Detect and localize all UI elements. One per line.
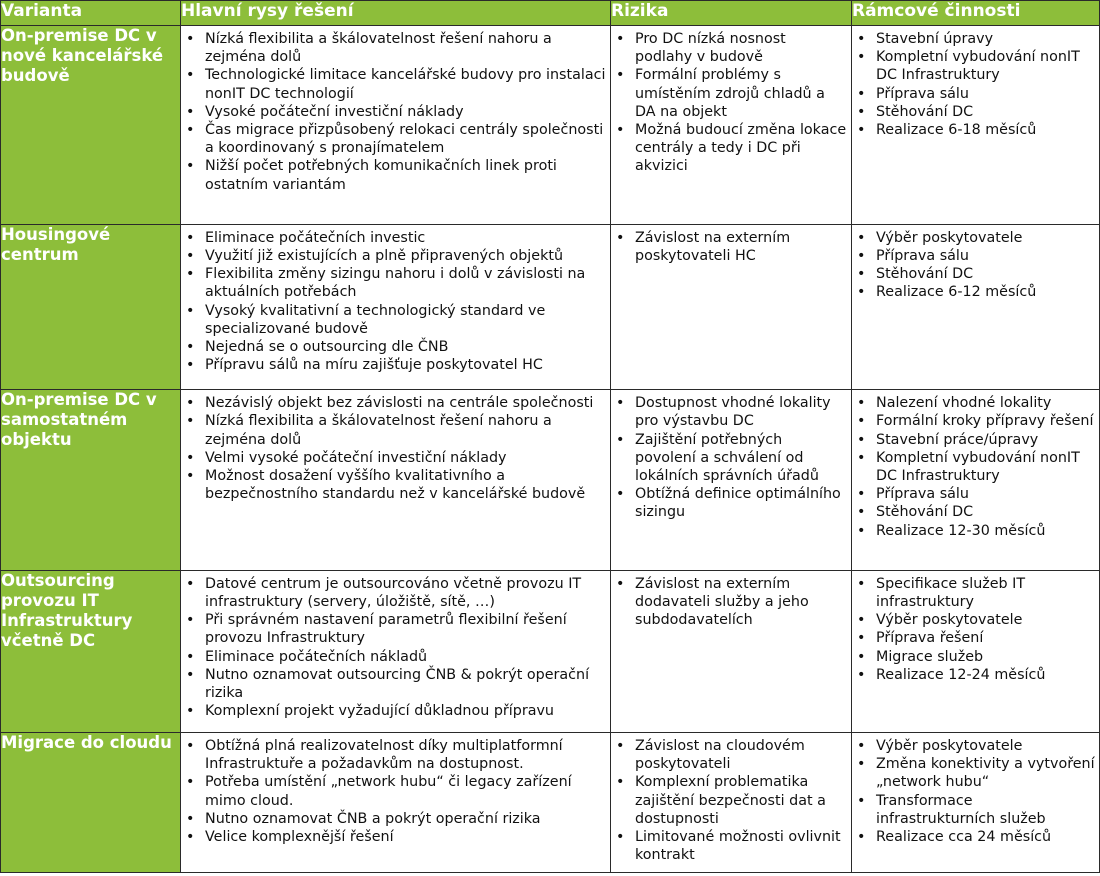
list-item: • Formální kroky přípravy řešení — [852, 412, 1095, 430]
activities-cell — [852, 390, 1100, 571]
bullet-list — [181, 26, 610, 196]
list-item: • Transformace infrastrukturních služeb — [852, 792, 1095, 828]
risks-cell — [611, 390, 852, 571]
list-item: • Potřeba umístění „network hubu“ či legacy zařízení mimo cloud. — [181, 773, 606, 809]
list-item: • Nižší počet potřebných komunikačních linek proti ostatním variantám — [181, 157, 606, 193]
bullet-list — [852, 225, 1099, 304]
list-item: • Čas migrace přizpůsobený relokaci centrály společnosti a koordinovaný s pronajímatelem — [181, 121, 606, 157]
table-row — [1, 570, 1100, 732]
list-item: • Při správném nastavení parametrů flexibilní řešení provozu Infrastruktury — [181, 611, 606, 647]
list-item: • Změna konektivity a vytvoření „network hubu“ — [852, 755, 1095, 791]
list-item: • Eliminace počátečních investic — [181, 229, 606, 247]
header-activities: Rámcové činnosti — [852, 1, 1100, 26]
list-item: • Specifikace služeb IT infrastruktury — [852, 575, 1095, 611]
list-item: • Nejedná se o outsourcing dle ČNB — [181, 338, 606, 356]
activities-cell — [852, 26, 1100, 225]
table-row — [1, 26, 1100, 225]
list-item: • Nutno oznamovat ČNB a pokrýt operační rizika — [181, 810, 606, 828]
list-item: • Realizace cca 24 měsíců — [852, 828, 1095, 846]
bullet-list — [611, 225, 851, 267]
list-item: • Stavební práce/úpravy — [852, 431, 1095, 449]
bullet-list — [852, 26, 1099, 141]
list-item: • Realizace 12-24 měsíců — [852, 666, 1095, 684]
list-item: • Možnost dosažení vyššího kvalitativního a bezpečnostního standardu než v kancelářské budově — [181, 467, 606, 503]
list-item: • Realizace 6-12 měsíců — [852, 283, 1095, 301]
list-item: • Závislost na externím dodavateli služby a jeho subdodavatelích — [611, 575, 847, 630]
list-item: • Závislost na cloudovém poskytovateli — [611, 737, 847, 773]
list-item: • Obtížná definice optimálního sizingu — [611, 485, 847, 521]
list-item: • Nalezení vhodné lokality — [852, 394, 1095, 412]
header-risks: Rizika — [611, 1, 852, 26]
list-item: • Příprava sálu — [852, 85, 1095, 103]
bullet-list — [611, 390, 851, 523]
features-cell — [181, 732, 611, 872]
list-item: • Formální problémy s umístěním zdrojů chladů a DA na objekt — [611, 66, 847, 121]
list-item: • Kompletní vybudování nonIT DC Infrastruktury — [852, 449, 1095, 485]
bullet-list — [852, 571, 1099, 686]
bullet-list — [181, 390, 610, 505]
list-item: • Vysoké počáteční investiční náklady — [181, 103, 606, 121]
list-item: • Využití již existujících a plně připravených objektů — [181, 247, 606, 265]
activities-cell — [852, 224, 1100, 389]
bullet-list — [181, 571, 610, 723]
list-item: • Limitované možnosti ovlivnit kontrakt — [611, 828, 847, 864]
list-item: • Stěhování DC — [852, 503, 1095, 521]
risks-cell — [611, 732, 852, 872]
list-item: • Datové centrum je outsourcováno včetně provozu IT infrastruktury (servery, úložiště, sítě, …) — [181, 575, 606, 611]
bullet-list — [852, 733, 1099, 848]
variant-cell: On-premise DC v samostatném objektu — [1, 390, 181, 571]
list-item: • Nízká flexibilita a škálovatelnost řešení nahoru a zejména dolů — [181, 412, 606, 448]
risks-cell — [611, 26, 852, 225]
list-item: • Závislost na externím poskytovateli HC — [611, 229, 847, 265]
list-item: • Stěhování DC — [852, 265, 1095, 283]
list-item: • Komplexní problematika zajištění bezpečnosti dat a dostupnosti — [611, 773, 847, 828]
bullet-list — [181, 225, 610, 377]
list-item: • Výběr poskytovatele — [852, 737, 1095, 755]
bullet-list — [611, 571, 851, 632]
list-item: • Příprava řešení — [852, 629, 1095, 647]
bullet-list — [611, 26, 851, 178]
list-item: • Velice komplexnější řešení — [181, 828, 606, 846]
table-row — [1, 390, 1100, 571]
list-item: • Velmi vysoké počáteční investiční náklady — [181, 449, 606, 467]
list-item: • Výběr poskytovatele — [852, 229, 1095, 247]
list-item: • Stavební úpravy — [852, 30, 1095, 48]
list-item: • Kompletní vybudování nonIT DC Infrastruktury — [852, 48, 1095, 84]
list-item: • Příprava sálu — [852, 485, 1095, 503]
risks-cell — [611, 224, 852, 389]
risks-cell — [611, 570, 852, 732]
list-item: • Flexibilita změny sizingu nahoru i dolů v závislosti na aktuálních potřebách — [181, 265, 606, 301]
list-item: • Nezávislý objekt bez závislosti na centrále společnosti — [181, 394, 606, 412]
list-item: • Dostupnost vhodné lokality pro výstavbu DC — [611, 394, 847, 430]
variant-cell: On-premise DC v nové kancelářské budově — [1, 26, 181, 225]
list-item: • Nízká flexibilita a škálovatelnost řešení nahoru a zejména dolů — [181, 30, 606, 66]
list-item: • Technologické limitace kancelářské budovy pro instalaci nonIT DC technologií — [181, 66, 606, 102]
features-cell — [181, 224, 611, 389]
header-row — [1, 1, 1100, 26]
header-features: Hlavní rysy řešení — [181, 1, 611, 26]
list-item: • Stěhování DC — [852, 103, 1095, 121]
header-variant: Varianta — [1, 1, 181, 26]
table-row — [1, 224, 1100, 389]
features-cell — [181, 26, 611, 225]
list-item: • Příprava sálu — [852, 247, 1095, 265]
list-item: • Zajištění potřebných povolení a schválení od lokálních správních úřadů — [611, 431, 847, 486]
list-item: • Realizace 6-18 měsíců — [852, 121, 1095, 139]
list-item: • Migrace služeb — [852, 648, 1095, 666]
list-item: • Obtížná plná realizovatelnost díky multiplatformní Infrastruktuře a požadavkům na dostupnost. — [181, 737, 606, 773]
bullet-list — [852, 390, 1099, 542]
list-item: • Nutno oznamovat outsourcing ČNB & pokrýt operační rizika — [181, 666, 606, 702]
variant-cell: Outsourcing provozu IT Infrastruktury včetně DC — [1, 570, 181, 732]
table-row — [1, 732, 1100, 872]
list-item: • Vysoký kvalitativní a technologický standard ve specializované budově — [181, 302, 606, 338]
activities-cell — [852, 732, 1100, 872]
list-item: • Výběr poskytovatele — [852, 611, 1095, 629]
bullet-list — [181, 733, 610, 848]
activities-cell — [852, 570, 1100, 732]
variant-cell: Migrace do cloudu — [1, 732, 181, 872]
list-item: • Komplexní projekt vyžadující důkladnou přípravu — [181, 702, 606, 720]
variant-cell: Housingové centrum — [1, 224, 181, 389]
bullet-list — [611, 733, 851, 866]
list-item: • Možná budoucí změna lokace centrály a tedy i DC při akvizici — [611, 121, 847, 176]
list-item: • Pro DC nízká nosnost podlahy v budově — [611, 30, 847, 66]
list-item: • Přípravu sálů na míru zajišťuje poskytovatel HC — [181, 356, 606, 374]
features-cell — [181, 390, 611, 571]
features-cell — [181, 570, 611, 732]
list-item: • Eliminace počátečních nákladů — [181, 648, 606, 666]
list-item: • Realizace 12-30 měsíců — [852, 522, 1095, 540]
